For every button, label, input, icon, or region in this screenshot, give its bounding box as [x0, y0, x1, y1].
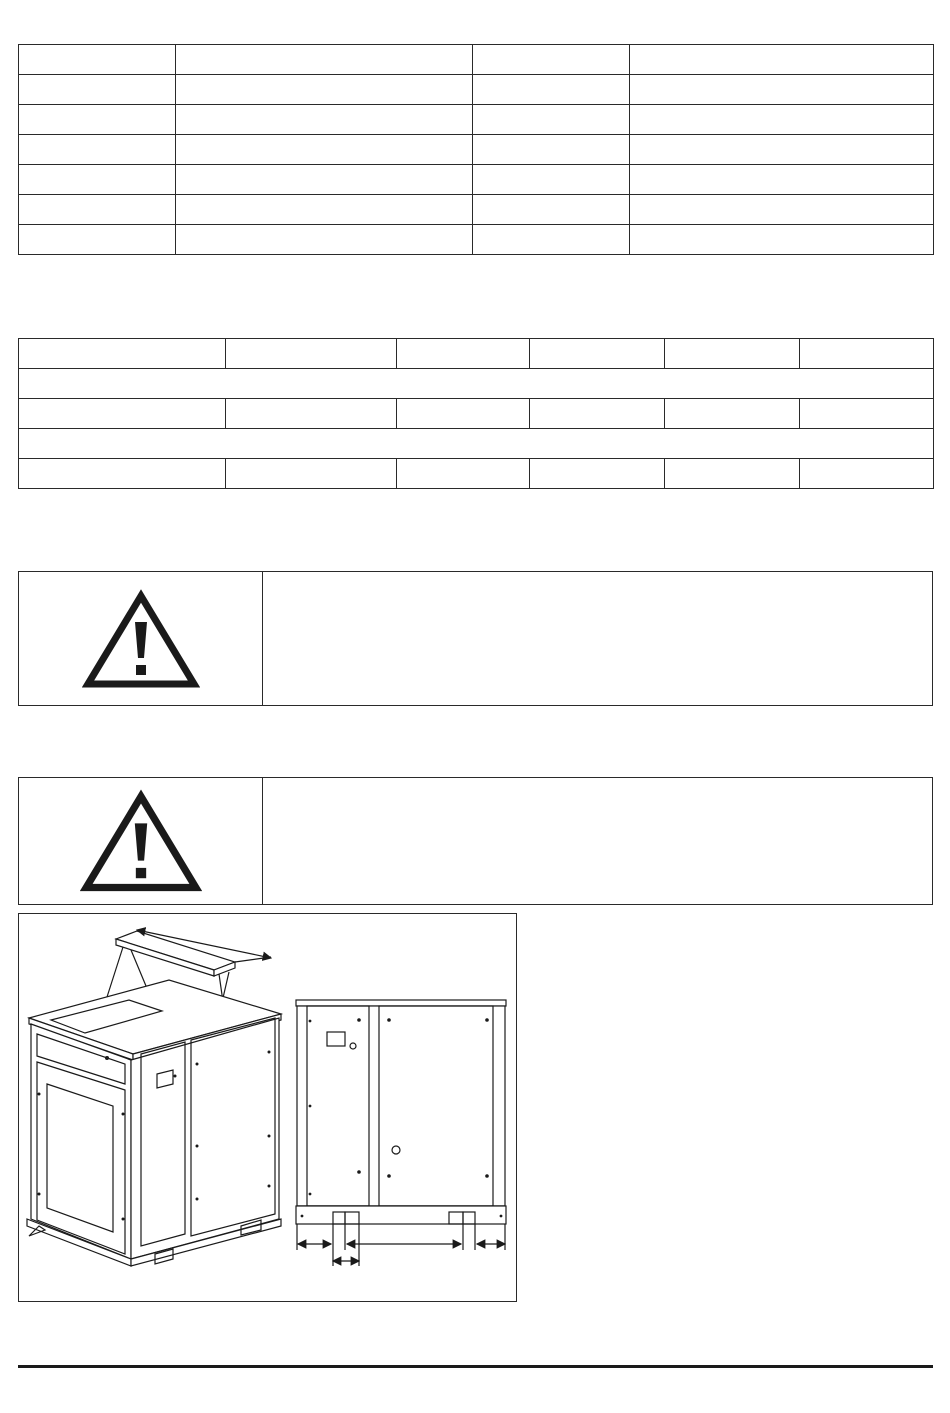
table-cell [665, 459, 800, 489]
table-row [19, 105, 934, 135]
warning-box [18, 571, 933, 706]
table-cell [473, 45, 630, 75]
table-cell [19, 459, 226, 489]
table-row [19, 339, 934, 369]
table-row [19, 225, 934, 255]
warning-icon-cell [19, 778, 263, 904]
table-cell [630, 165, 934, 195]
table-cell [176, 195, 473, 225]
table-cell [19, 399, 226, 429]
warning-triangle-icon [80, 788, 202, 894]
table-cell [473, 105, 630, 135]
table-row-merged [19, 369, 934, 399]
table-cell [397, 339, 530, 369]
table-cell [226, 339, 397, 369]
table-cell [226, 459, 397, 489]
table-cell [530, 339, 665, 369]
table-cell [473, 225, 630, 255]
table-cell [530, 399, 665, 429]
table-cell [800, 459, 934, 489]
lifting-figure [18, 913, 517, 1302]
table-cell [665, 399, 800, 429]
table-cell [800, 339, 934, 369]
warning-icon-cell [19, 572, 263, 705]
table-row [19, 75, 934, 105]
warning-triangle-icon [82, 588, 200, 690]
warning-box [18, 777, 933, 905]
table-row [19, 459, 934, 489]
table-row [19, 165, 934, 195]
table-cell [473, 165, 630, 195]
warning-text-cell [263, 572, 932, 705]
table-cell [630, 75, 934, 105]
table-cell [473, 135, 630, 165]
table-cell [397, 399, 530, 429]
table-cell [19, 339, 226, 369]
dimension-table [18, 338, 934, 489]
table-cell [630, 105, 934, 135]
table-cell [176, 105, 473, 135]
table-cell [19, 105, 176, 135]
table-cell [176, 165, 473, 195]
table-row [19, 135, 934, 165]
table-cell [19, 195, 176, 225]
table-cell [665, 339, 800, 369]
table-cell [630, 45, 934, 75]
table-row-merged [19, 429, 934, 459]
table-cell [19, 429, 934, 459]
table-row [19, 399, 934, 429]
table-cell [397, 459, 530, 489]
footer-rule [18, 1365, 933, 1368]
table-cell [473, 75, 630, 105]
table-cell [19, 45, 176, 75]
table-cell [19, 75, 176, 105]
table-cell [473, 195, 630, 225]
table-cell [176, 225, 473, 255]
table-cell [530, 459, 665, 489]
table-cell [176, 75, 473, 105]
table-cell [226, 399, 397, 429]
table-cell [176, 135, 473, 165]
table-cell [19, 135, 176, 165]
table-cell [630, 225, 934, 255]
table-row [19, 195, 934, 225]
table-cell [176, 45, 473, 75]
table-cell [19, 369, 934, 399]
spec-table [18, 44, 934, 255]
warning-text-cell [263, 778, 932, 904]
table-cell [630, 195, 934, 225]
table-cell [19, 165, 176, 195]
table-cell [630, 135, 934, 165]
table-cell [19, 225, 176, 255]
table-row [19, 45, 934, 75]
lifting-illustration [19, 914, 516, 1301]
table-cell [800, 399, 934, 429]
